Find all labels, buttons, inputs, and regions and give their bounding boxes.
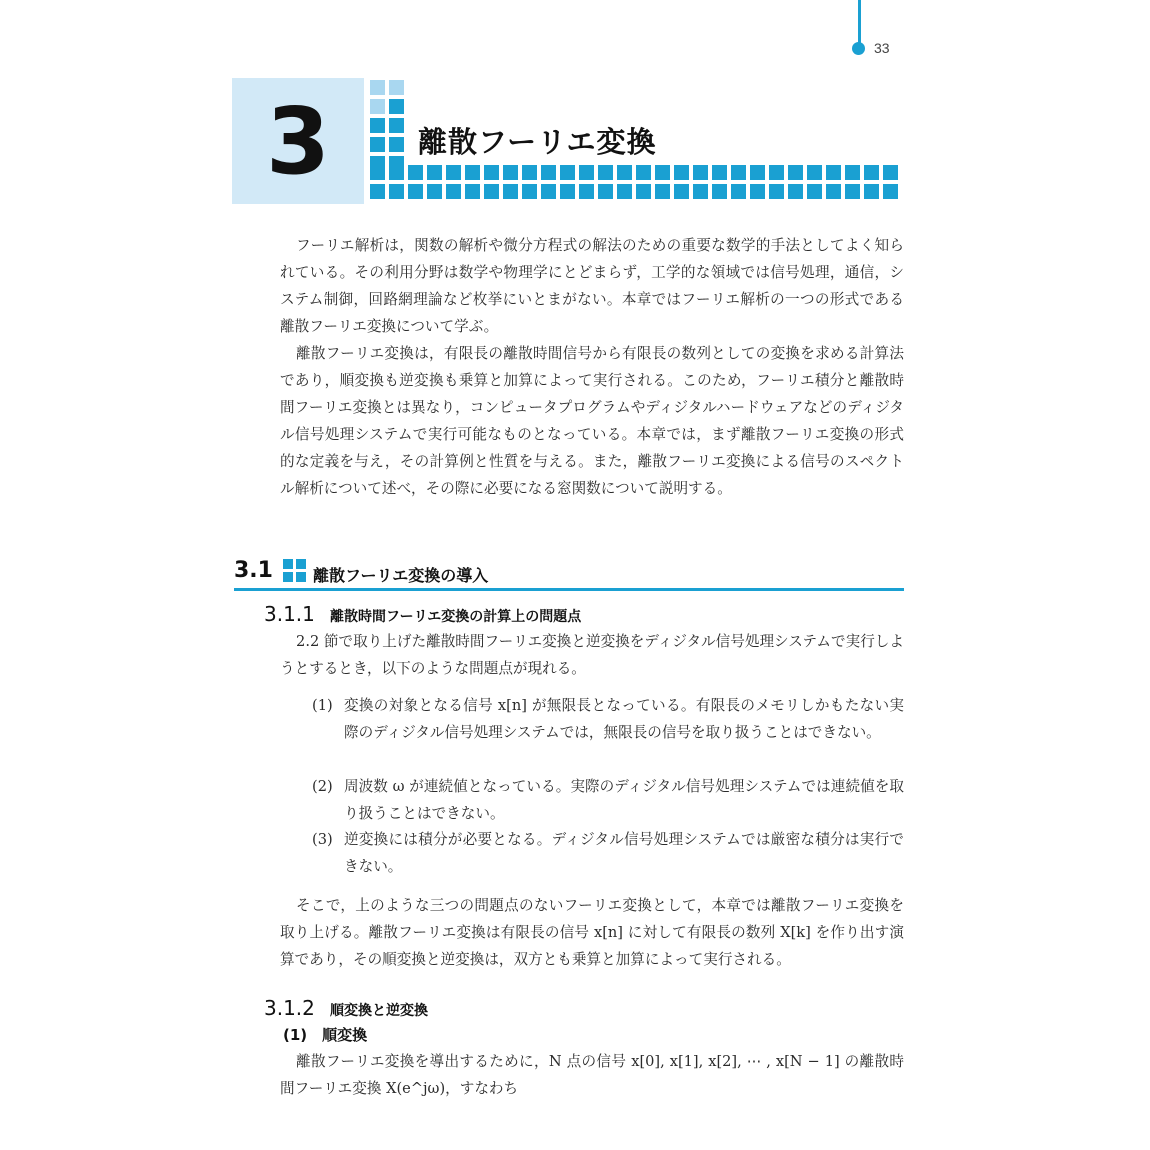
decoration-square (807, 165, 822, 180)
decoration-square (636, 165, 651, 180)
decoration-square (807, 184, 822, 199)
decoration-square (522, 165, 537, 180)
decoration-square (389, 165, 404, 180)
decoration-square (560, 184, 575, 199)
decoration-square (655, 165, 670, 180)
decoration-square (598, 165, 613, 180)
decoration-square (389, 184, 404, 199)
decoration-square (503, 165, 518, 180)
decoration-square (370, 80, 385, 95)
subsection-number: 3.1.2 (264, 996, 315, 1020)
chapter-number: 3 (265, 88, 330, 195)
subsection-title: 離散時間フーリエ変換の計算上の問題点 (330, 609, 582, 625)
decoration-square (712, 184, 727, 199)
decoration-square (370, 99, 385, 114)
decoration-square (693, 184, 708, 199)
decoration-square (636, 184, 651, 199)
decoration-square (788, 165, 803, 180)
decoration-square (446, 184, 461, 199)
decoration-square (883, 184, 898, 199)
decoration-square (769, 165, 784, 180)
subsection-title: 順変換と逆変換 (330, 1003, 428, 1019)
page-number: 33 (874, 40, 890, 56)
decoration-square (370, 165, 385, 180)
decoration-square (769, 184, 784, 199)
subsection-paragraph: 2.2 節で取り上げた離散時間フーリエ変換と逆変換をディジタル信号処理システムで実行しようとするとき，以下のような問題点が現れる。 (280, 633, 904, 677)
decoration-square (541, 184, 556, 199)
decoration-square (674, 184, 689, 199)
section-square (283, 559, 293, 569)
intro-paragraph-1: フーリエ解析は，関数の解析や微分方程式の解法のための重要な数学的手法としてよく知られている。その利用分野は数学や物理学にとどまらず，工学的な領域では信号処理，通信，システム制御，回路網理論など枚挙にいとまがない。本章ではフーリエ解析の一つの形式である離散フーリエ変換について学ぶ。 (280, 237, 904, 335)
decoration-square (427, 184, 442, 199)
subsubsection-title: (1) 順変換 (283, 1026, 368, 1044)
section-square (296, 559, 306, 569)
decoration-square (522, 184, 537, 199)
decoration-square (446, 165, 461, 180)
decoration-square (712, 165, 727, 180)
decoration-square (731, 184, 746, 199)
decoration-square (370, 137, 385, 152)
decoration-square (617, 165, 632, 180)
decoration-square (845, 165, 860, 180)
decoration-square (845, 184, 860, 199)
decoration-square (389, 80, 404, 95)
decoration-square (731, 165, 746, 180)
decoration-square (579, 184, 594, 199)
section-number: 3.1 (234, 558, 273, 583)
decoration-square (541, 165, 556, 180)
decoration-square (750, 184, 765, 199)
decoration-square (370, 184, 385, 199)
list-item-text: 周波数 ω が連続値となっている。実際のディジタル信号処理システムでは連続値を取り扱うことはできない。 (344, 778, 904, 822)
decoration-square (408, 184, 423, 199)
list-item-number: (1) (312, 697, 333, 714)
decoration-square (788, 184, 803, 199)
decoration-square (693, 165, 708, 180)
subsection-paragraph: そこで，上のような三つの問題点のないフーリエ変換として，本章では離散フーリエ変換を取り上げる。離散フーリエ変換は有限長の信号 x[n] に対して有限長の数列 X[k] を作り出す演算であり，その順変換と逆変換は，双方とも乗算と加算によって実行される。 (280, 897, 904, 968)
decoration-square (503, 184, 518, 199)
chapter-title: 離散フーリエ変換 (418, 125, 657, 159)
decoration-square (864, 184, 879, 199)
intro-paragraph-2: 離散フーリエ変換は，有限長の離散時間信号から有限長の数列としての変換を求める計算法であり，順変換も逆変換も乗算と加算によって実行される。このため，フーリエ積分と離散時間フーリエ変換とは異なり，コンピュータプログラムやディジタルハードウェアなどのディジタル信号処理システムで実行可能なものとなっている。本章では，まず離散フーリエ変換の形式的な定義を与え，その計算例と性質を与える。また，離散フーリエ変換による信号のスペクトル解析について述べ，その際に必要になる窓関数について説明する。 (280, 345, 904, 497)
decoration-square (864, 165, 879, 180)
subsection-paragraph: 離散フーリエ変換を導出するために，N 点の信号 x[0], x[1], x[2], ⋯ , x[N − 1] の離散時間フーリエ変換 X(e^jω)，すなわち (280, 1053, 904, 1097)
page-header-rule (858, 0, 861, 46)
section-title: 離散フーリエ変換の導入 (313, 566, 489, 585)
decoration-square (389, 99, 404, 114)
section-square (283, 572, 293, 582)
list-item-text: 逆変換には積分が必要となる。ディジタル信号処理システムでは厳密な積分は実行できない。 (344, 831, 904, 875)
list-item-text: 変換の対象となる信号 x[n] が無限長となっている。有限長のメモリしかもたない実際のディジタル信号処理システムでは，無限長の信号を取り扱うことはできない。 (344, 697, 904, 741)
decoration-square (465, 165, 480, 180)
decoration-square (560, 165, 575, 180)
decoration-square (465, 184, 480, 199)
page-header-dot (852, 42, 865, 55)
decoration-square (674, 165, 689, 180)
decoration-square (655, 184, 670, 199)
decoration-square (370, 118, 385, 133)
section-rule (234, 588, 904, 591)
list-item-number: (2) (312, 778, 333, 795)
list-item-number: (3) (312, 831, 333, 848)
subsection-number: 3.1.1 (264, 602, 315, 626)
decoration-square (883, 165, 898, 180)
decoration-square (408, 165, 423, 180)
decoration-square (427, 165, 442, 180)
decoration-square (617, 184, 632, 199)
decoration-square (484, 184, 499, 199)
decoration-square (579, 165, 594, 180)
decoration-square (389, 118, 404, 133)
decoration-square (389, 137, 404, 152)
section-square (296, 572, 306, 582)
decoration-square (750, 165, 765, 180)
decoration-square (826, 184, 841, 199)
decoration-square (826, 165, 841, 180)
decoration-square (598, 184, 613, 199)
decoration-square (484, 165, 499, 180)
